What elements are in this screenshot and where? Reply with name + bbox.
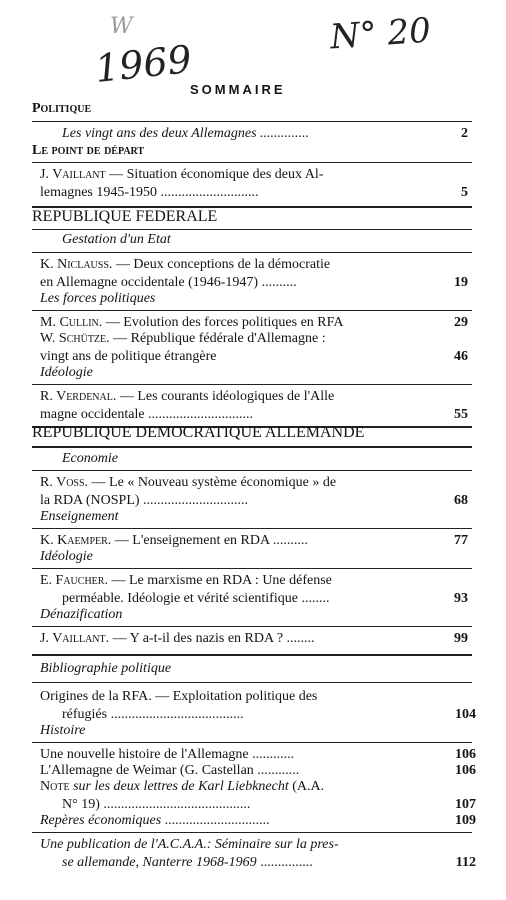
- toc-entry-voss: [40, 474, 336, 492]
- toc-entry-acaa: Une publication de l'A.C.A.A.: Séminaire sur la pres-: [40, 837, 339, 852]
- entry-title: — Les courants idéologiques de l'Alle: [116, 389, 335, 404]
- divider: [32, 832, 472, 833]
- toc-entry-vingt-ans: Les vingt ans des deux Allemagnes ..............: [62, 126, 310, 141]
- toc-entry-vaillant-2: [40, 630, 315, 648]
- page-number: 55: [454, 407, 468, 422]
- divider: [32, 470, 472, 471]
- section-politique: Politique: [32, 101, 92, 116]
- section-point-depart: Le point de départ: [32, 143, 145, 158]
- subsection-histoire: Histoire: [40, 723, 86, 738]
- divider: [32, 310, 472, 311]
- toc-entry-voss-cont: la RDA (NOSPL) ..............................: [40, 493, 249, 508]
- entry-title: — Le « Nouveau système économique » de: [88, 475, 337, 490]
- page-number: 112: [455, 855, 476, 870]
- entry-title: — Deux conceptions de la démocratie: [112, 257, 331, 272]
- author: J. Vaillant.: [40, 631, 110, 646]
- page-number: 46: [454, 349, 468, 364]
- subsection-enseignement: Enseignement: [40, 509, 119, 524]
- toc-entry-schutze: [40, 330, 326, 348]
- divider: [32, 654, 472, 656]
- section-rfa: REPUBLIQUE FEDERALE: [32, 208, 218, 225]
- toc-entry-niclauss: [40, 256, 330, 274]
- note-label: Note: [40, 779, 70, 794]
- divider: [32, 252, 472, 253]
- divider: [32, 384, 472, 385]
- handwritten-year: 1969: [92, 37, 194, 91]
- page-number: 99: [454, 631, 468, 646]
- entry-title: — République fédérale d'Allemagne :: [109, 331, 326, 346]
- toc-entry-origines: Origines de la RFA. — Exploitation politique des: [40, 689, 318, 704]
- page-number: 109: [455, 813, 476, 828]
- page-number: 77: [454, 533, 468, 548]
- subsection-gestation: Gestation d'un Etat: [62, 232, 171, 247]
- toc-entry-note-cont: N° 19) ..........................................: [62, 797, 251, 812]
- subsection-economie: Economie: [62, 451, 118, 466]
- entry-title: se allemande, Nanterre 1968-1969: [62, 855, 257, 870]
- author: R. Voss.: [40, 475, 89, 490]
- divider: [32, 626, 472, 627]
- divider: [32, 121, 472, 122]
- page-number: 104: [455, 707, 476, 722]
- divider: [32, 742, 472, 743]
- leader-dots: ..............................: [161, 813, 270, 828]
- toc-entry-reperes: [40, 812, 270, 830]
- subsection-biblio: Bibliographie politique: [40, 661, 172, 676]
- author: W. Schütze.: [40, 331, 110, 346]
- page-number: 29: [454, 315, 468, 330]
- entry-title: — Evolution des forces politiques en RFA: [102, 315, 344, 330]
- page-number: 68: [454, 493, 468, 508]
- entry-title: sur les deux lettres de Karl Liebknecht: [69, 779, 289, 794]
- author: M. Cullin.: [40, 315, 103, 330]
- toc-entry-faucher: [40, 572, 332, 590]
- toc-entry-note: [40, 778, 324, 796]
- subsection-ideologie-2: Idéologie: [40, 549, 93, 564]
- author: J. Vaillant: [40, 167, 106, 182]
- toc-entry-nouvelle-histoire: Une nouvelle histoire de l'Allemagne ............: [40, 747, 295, 762]
- divider: [32, 162, 472, 163]
- toc-entry-verdenal-cont: magne occidentale ..............................: [40, 407, 254, 422]
- page-number: 5: [461, 185, 468, 200]
- page-number: 107: [455, 797, 476, 812]
- author: R. Verdenal.: [40, 389, 117, 404]
- toc-entry-niclauss-cont: en Allemagne occidentale (1946-1947) ..........: [40, 275, 297, 290]
- entry-title: — Situation économique des deux Al-: [105, 167, 324, 182]
- entry-title: — Y a-t-il des nazis en RDA ? ........: [109, 631, 315, 646]
- handwritten-number: N° 20: [328, 10, 433, 58]
- page-number: 106: [455, 763, 476, 778]
- author: E. Faucher.: [40, 573, 108, 588]
- toc-entry-faucher-cont: perméable. Idéologie et vérité scientifique ........: [62, 591, 330, 606]
- subsection-forces: Les forces politiques: [40, 291, 156, 306]
- toc-entry-vaillant-1: [40, 166, 323, 184]
- toc-entry-weimar: L'Allemagne de Weimar (G. Castellan ............: [40, 763, 300, 778]
- entry-title: Repères économiques: [40, 813, 162, 828]
- divider: [32, 446, 472, 448]
- page-number: 93: [454, 591, 468, 606]
- toc-entry-vaillant-1-cont: lemagnes 1945-1950 ............................: [40, 185, 259, 200]
- leader-dots: ...............: [256, 855, 313, 870]
- entry-title: — L'enseignement en RDA ..........: [111, 533, 308, 548]
- page-title: SOMMAIRE: [190, 82, 286, 97]
- entry-ref: (A.A.: [288, 779, 325, 794]
- author: K. Niclauss.: [40, 257, 113, 272]
- toc-entry-origines-cont: réfugiés ......................................: [62, 707, 244, 722]
- divider: [32, 682, 472, 683]
- divider: [32, 528, 472, 529]
- toc-entry-schutze-cont: vingt ans de politique étrangère: [40, 349, 217, 364]
- subsection-ideologie: Idéologie: [40, 365, 93, 380]
- section-rda: REPUBLIQUE DEMOCRATIQUE ALLEMANDE: [32, 424, 365, 441]
- toc-entry-acaa-cont: [62, 854, 313, 872]
- handwritten-stamp: W: [110, 14, 133, 39]
- page-number: 19: [454, 275, 468, 290]
- toc-entry-verdenal: [40, 388, 334, 406]
- entry-title: — Le marxisme en RDA : Une défense: [107, 573, 332, 588]
- divider: [32, 568, 472, 569]
- page-number: 106: [455, 747, 476, 762]
- page-number: 2: [461, 126, 468, 141]
- divider: [32, 229, 472, 230]
- subsection-denazification: Dénazification: [40, 607, 123, 622]
- author: K. Kaemper.: [40, 533, 112, 548]
